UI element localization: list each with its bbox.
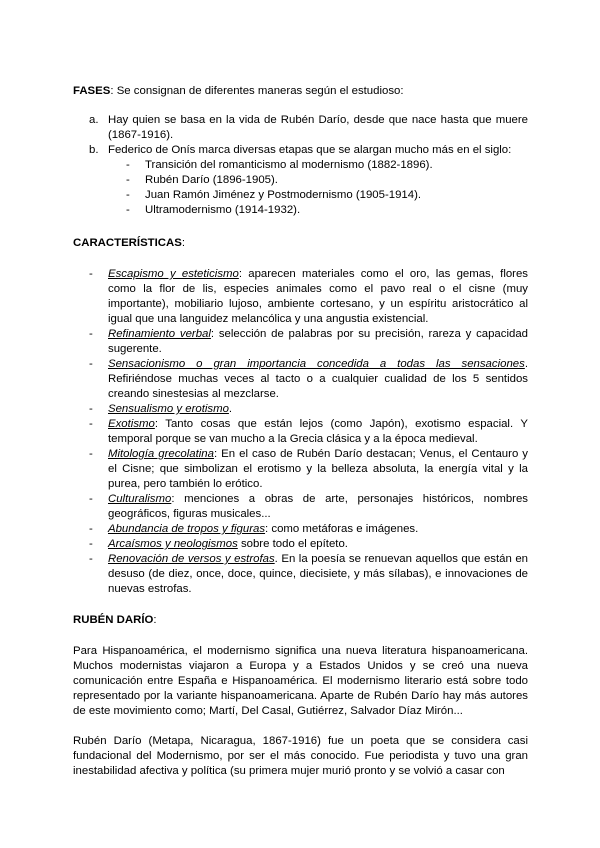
caracteristicas-title: CARACTERÍSTICAS: <box>73 237 186 249</box>
item-term: Refinamiento verbal <box>108 328 211 340</box>
list-item: - Escapismo y esteticismo: aparecen materiales como el oro, las gemas, flores como la flor de lis, especies animales como el pavo real o el cisne (muy importante), mobiliario lujoso, ambiente cortesano, y un espíritu aristocrático al igual que una languidez melancólica y una angustia existencial. <box>89 268 529 325</box>
fases-sublist <box>73 158 528 218</box>
fases-intro-text: : Se consignan de diferentes maneras según el estudioso: <box>110 85 404 97</box>
list-item: - Sensualismo y erotismo. <box>89 403 233 415</box>
list-item: - Renovación de versos y estrofas. En la poesía se renuevan aquellos que están en desuso (de diez, once, doce, quince, diecisiete, y más sílabas), e innovaciones de nuevas estrofas. <box>89 553 528 595</box>
list-item: - Refinamiento verbal: selección de palabras por su precisión, rareza y capacidad sugerente. <box>89 328 529 355</box>
ruben-paragraph-2: Rubén Darío (Metapa, Nicaragua, 1867-1916) fue un poeta que se considera casi fundacional del Modernismo, por ser el más conocido. Fue periodista y tuvo una gran inestabilidad afectiva y política (su primera mujer murió pronto y se volvió a casar con <box>73 735 528 777</box>
sublist-item: - Transición del romanticismo al modernismo (1882-1896). <box>126 159 433 171</box>
item-term: Mitología grecolatina <box>108 448 214 460</box>
list-marker: b. <box>89 144 99 156</box>
list-item: - Mitología grecolatina: En el caso de Rubén Darío destacan; Venus, el Centauro y el Cisne; que simbolizan el erotismo y la belleza absoluta, la energía vital y la purea, pero también lo erótico. <box>89 448 528 490</box>
list-marker: a. <box>89 114 99 126</box>
item-term: Arcaísmos y neologismos <box>108 538 238 550</box>
list-item: - Sensacionismo o gran importancia concedida a todas las sensaciones. Refiriéndose muchas veces al tacto o a cualquier cualidad de los 5 sentidos creando sinestesias al mezclarse. <box>89 358 528 400</box>
item-term: Renovación de versos y estrofas <box>108 553 275 565</box>
fases-list <box>73 113 528 218</box>
fases-item-text: Federico de Onís marca diversas etapas que se alargan mucho más en el siglo: <box>108 144 512 156</box>
list-item: - Culturalismo: menciones a obras de arte, personajes históricos, nombres geográficos, figuras musicales... <box>89 493 528 520</box>
list-item: - Abundancia de tropos y figuras: como metáforas e imágenes. <box>89 523 419 535</box>
sublist-item: - Juan Ramón Jiménez y Postmodernismo (1905-1914). <box>126 189 422 201</box>
ruben-dario-title: RUBÉN DARÍO: <box>73 614 157 626</box>
list-item: - Exotismo: Tanto cosas que están lejos (como Japón), exotismo espacial. Y temporal porque se van mucho a la Grecia clásica y a la época medieval. <box>89 418 528 445</box>
item-term: Abundancia de tropos y figuras <box>108 523 266 535</box>
document-page <box>73 84 528 779</box>
ruben-paragraph-1: Para Hispanoamérica, el modernismo significa una nueva literatura hispanoamericana. Muchos modernistas viajaron a Europa y a Estados Unidos y se creó una nueva comunicación entre España e Hispanoamérica. El modernismo literario está sobre todo representado por la variante hispanoamericana. Aparte de Rubén Darío hay más autores de este movimiento como; Martí, Del Casal, Gutiérrez, Salvador Díaz Mirón... <box>73 645 528 717</box>
fases-heading: FASES <box>73 85 111 97</box>
caracteristicas-list <box>73 267 528 597</box>
list-item: - Arcaísmos y neologismos sobre todo el epíteto. <box>89 538 348 550</box>
fases-item-text: Hay quien se basa en la vida de Rubén Darío, desde que nace hasta que muere (1867-1916). <box>108 114 528 141</box>
item-term: Sensacionismo o gran importancia concedida a todas las sensaciones <box>108 358 525 370</box>
item-term: Escapismo y esteticismo <box>108 268 239 280</box>
item-term: Exotismo <box>108 418 155 430</box>
fases-item <box>73 113 528 143</box>
item-term: Sensualismo y erotismo <box>108 403 229 415</box>
fases-item <box>73 143 528 218</box>
sublist-item: - Ultramodernismo (1914-1932). <box>126 204 301 216</box>
sublist-item: - Rubén Darío (1896-1905). <box>126 174 278 186</box>
item-term: Culturalismo <box>108 493 172 505</box>
fases-intro <box>73 84 528 99</box>
